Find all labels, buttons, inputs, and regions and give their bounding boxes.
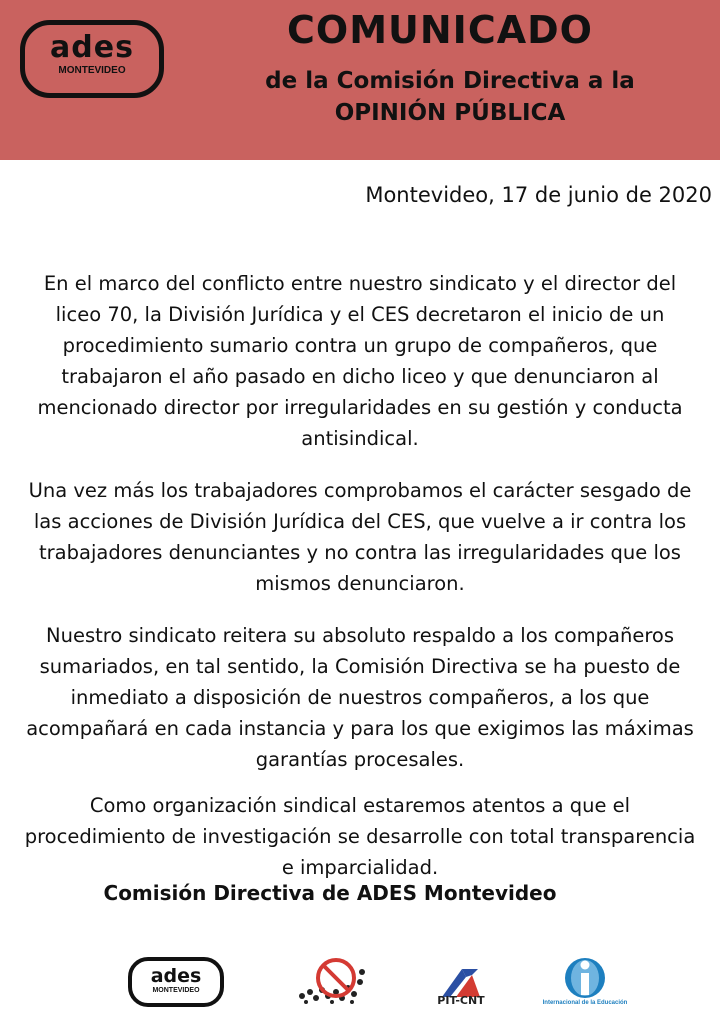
page-title: COMUNICADO bbox=[287, 8, 593, 52]
subtitle-line-1: de la Comisión Directiva a la bbox=[265, 68, 635, 94]
header-banner bbox=[0, 0, 720, 160]
footer-ades-logo bbox=[128, 957, 224, 1007]
signature: Comisión Directiva de ADES Montevideo bbox=[103, 881, 557, 905]
subtitle-line-2: OPINIÓN PÚBLICA bbox=[334, 100, 566, 126]
ie-label: Internacional de la Educación bbox=[542, 1000, 628, 1006]
pitcnt-label: PIT-CNT bbox=[437, 994, 485, 1007]
date-line: Montevideo, 17 de junio de 2020 bbox=[365, 183, 712, 207]
no-symbol-icon bbox=[292, 952, 372, 1008]
paragraph-1: En el marco del conflicto entre nuestro sindicato y el director del liceo 70, la División Jurídica y el CES decretaron el inicio de un procedimiento sumario contra un grupo de compañeros, que trabajaron el año pasado en dicho liceo y que denunciaron al mencionado director por irregularidades en su gestión y conducta antisindical. bbox=[37, 272, 683, 450]
footer-logo-word: ades bbox=[150, 965, 202, 987]
paragraph-3: Nuestro sindicato reitera su absoluto respaldo a los compañeros sumariados, en tal sentido, la Comisión Directiva se ha puesto de inmediato a disposición de nuestros compañeros, a los que acompañará en cada instancia y para los que exigimos las máximas garantías procesales. bbox=[26, 624, 694, 771]
paragraph-4: Como organización sindical estaremos atentos a que el procedimiento de investigación se desarrolle con total transparencia e imparcialidad. bbox=[24, 794, 696, 879]
logo-word: ades bbox=[50, 30, 134, 65]
page-subtitle bbox=[230, 65, 670, 129]
footer-logo-sub: MONTEVIDEO bbox=[152, 987, 200, 994]
paragraph-2: Una vez más los trabajadores comprobamos el carácter sesgado de las acciones de División Jurídica del CES, que vuelve a ir contra los trabajadores denunciantes y no contra las irregularidades que los mismos denunciaron. bbox=[28, 479, 692, 595]
logo-sub: MONTEVIDEO bbox=[58, 65, 126, 76]
ades-logo bbox=[20, 20, 164, 98]
ie-logo-icon bbox=[560, 955, 610, 1001]
